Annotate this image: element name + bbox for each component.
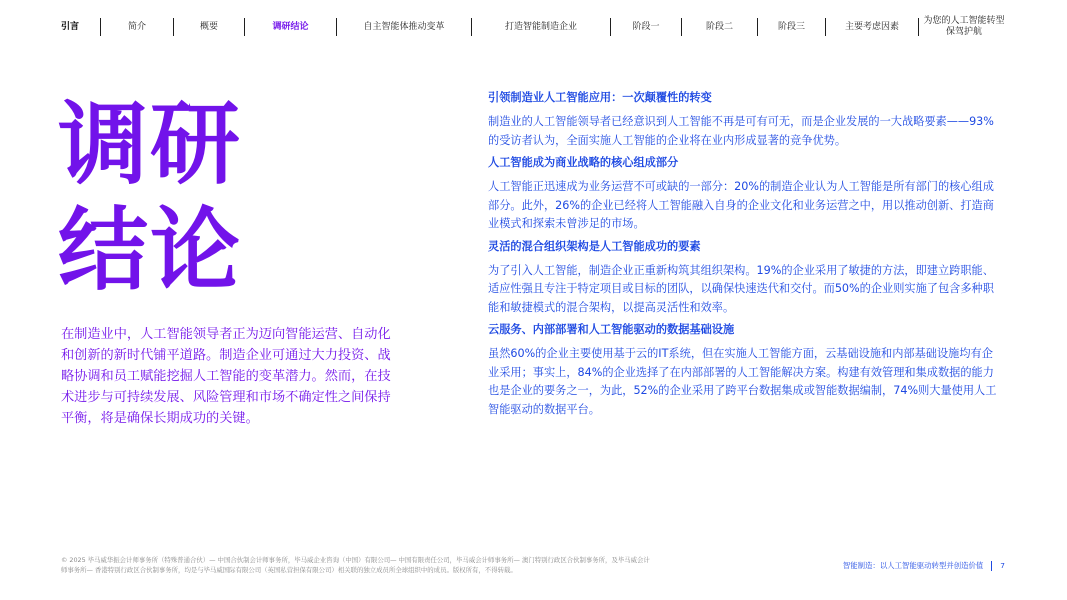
nav-item-autonomous-agents[interactable]: 自主智能体推动变革 bbox=[363, 21, 445, 32]
nav-item-introduction[interactable]: 简介 bbox=[127, 21, 146, 32]
nav-item-smart-manufacturing[interactable]: 打造智能制造企业 bbox=[504, 21, 577, 32]
top-nav bbox=[0, 14, 1067, 40]
section-body: 制造业的人工智能领导者已经意识到人工智能不再是可有可无，而是企业发展的一大战略要素——93%的受访者认为，全面实施人工智能的企业将在业内形成显著的竞争优势。 bbox=[488, 115, 994, 147]
section-heading: 灵活的混合组织架构是人工智能成功的要素 bbox=[488, 239, 701, 253]
findings-content bbox=[488, 90, 1003, 424]
intro-paragraph: 在制造业中，人工智能领导者正为迈向智能运营、自动化和创新的新时代铺平道路。制造企业可通过大力投资、战略协调和员工赋能挖掘人工智能的变革潜力。然而，在技术进步与可持续发展、风险管理和市场不确定性之间保持平衡，将是确保长期成功的关键。 bbox=[61, 327, 391, 426]
page-number: 7 bbox=[1000, 561, 1005, 570]
section-heading: 引领制造业人工智能应用：一次颠覆性的转变 bbox=[488, 91, 712, 104]
copyright-notice: © 2025 毕马威华振会计师事务所（特殊普通合伙）— 中国合伙制会计师事务所，毕马威企业咨询（中国）有限公司— 中国有限责任公司，毕马威会计师事务所— 澳门特别行政区合伙制事务所，及毕马威会计师事务所— 香港特别行政区合伙制事务所，均是与毕马威国际有限公司（英国私营担保有限公司）相关联的独立成员所全球组织中的成员。版权所有，不得转载。 bbox=[61, 556, 650, 574]
section-body: 为了引入人工智能，制造企业正重新构筑其组织架构。19%的企业采用了敏捷的方法，即建立跨职能、适应性强且专注于特定项目或目标的团队，以确保快速迭代和交付。而50%的企业则实施了包含多种职能和敏捷模式的混合架构，以提高灵活性和效率。 bbox=[488, 263, 994, 314]
nav-item-stage-one[interactable]: 阶段一 bbox=[632, 21, 660, 32]
section-heading: 人工智能成为商业战略的核心组成部分 bbox=[488, 156, 679, 169]
nav-item-ai-transformation[interactable]: 为您的人工智能转型保驾护航 bbox=[923, 16, 1005, 37]
section-body: 人工智能正迅速成为业务运营不可或缺的一部分：20%的制造企业认为人工智能是所有部门的核心组成部分。此外，26%的企业已经将人工智能融入自身的企业文化和业务运营之中，用以推动创新、打造商业模式和探索未曾涉足的市场。 bbox=[488, 180, 994, 230]
footer-page-info bbox=[843, 560, 1005, 571]
finding-section bbox=[488, 322, 1003, 419]
finding-section bbox=[488, 239, 1003, 318]
nav-item-intro-home[interactable]: 引言 bbox=[61, 21, 80, 32]
nav-item-stage-three[interactable]: 阶段三 bbox=[777, 21, 805, 32]
finding-section bbox=[488, 155, 1003, 234]
section-body: 虽然60%的企业主要使用基于云的IT系统，但在实施人工智能方面，云基础设施和内部基础设施均有企业采用；事实上，84%的企业选择了在内部部署的人工智能解决方案。构建有效管理和集成数据的能力也是企业的要务之一，为此，52%的企业采用了跨平台数据集成或智能数据编制，74%则大量使用人工智能驱动的数据平台。 bbox=[488, 347, 997, 416]
page-title-line-2: 结论 bbox=[58, 198, 242, 303]
nav-item-findings[interactable]: 调研结论 bbox=[272, 21, 309, 32]
footer-doc-title: 智能制造：以人工智能驱动转型并创造价值 bbox=[842, 561, 984, 570]
footer-divider bbox=[991, 561, 992, 571]
page-title-line-1: 调研 bbox=[58, 92, 242, 197]
page-title bbox=[58, 92, 242, 304]
finding-section bbox=[488, 90, 1003, 150]
nav-item-overview[interactable]: 概要 bbox=[199, 21, 218, 32]
nav-item-key-considerations[interactable]: 主要考虑因素 bbox=[844, 21, 899, 32]
section-heading: 云服务、内部部署和人工智能驱动的数据基础设施 bbox=[488, 323, 735, 336]
nav-divider bbox=[918, 18, 919, 36]
nav-item-stage-two[interactable]: 阶段二 bbox=[705, 21, 733, 32]
